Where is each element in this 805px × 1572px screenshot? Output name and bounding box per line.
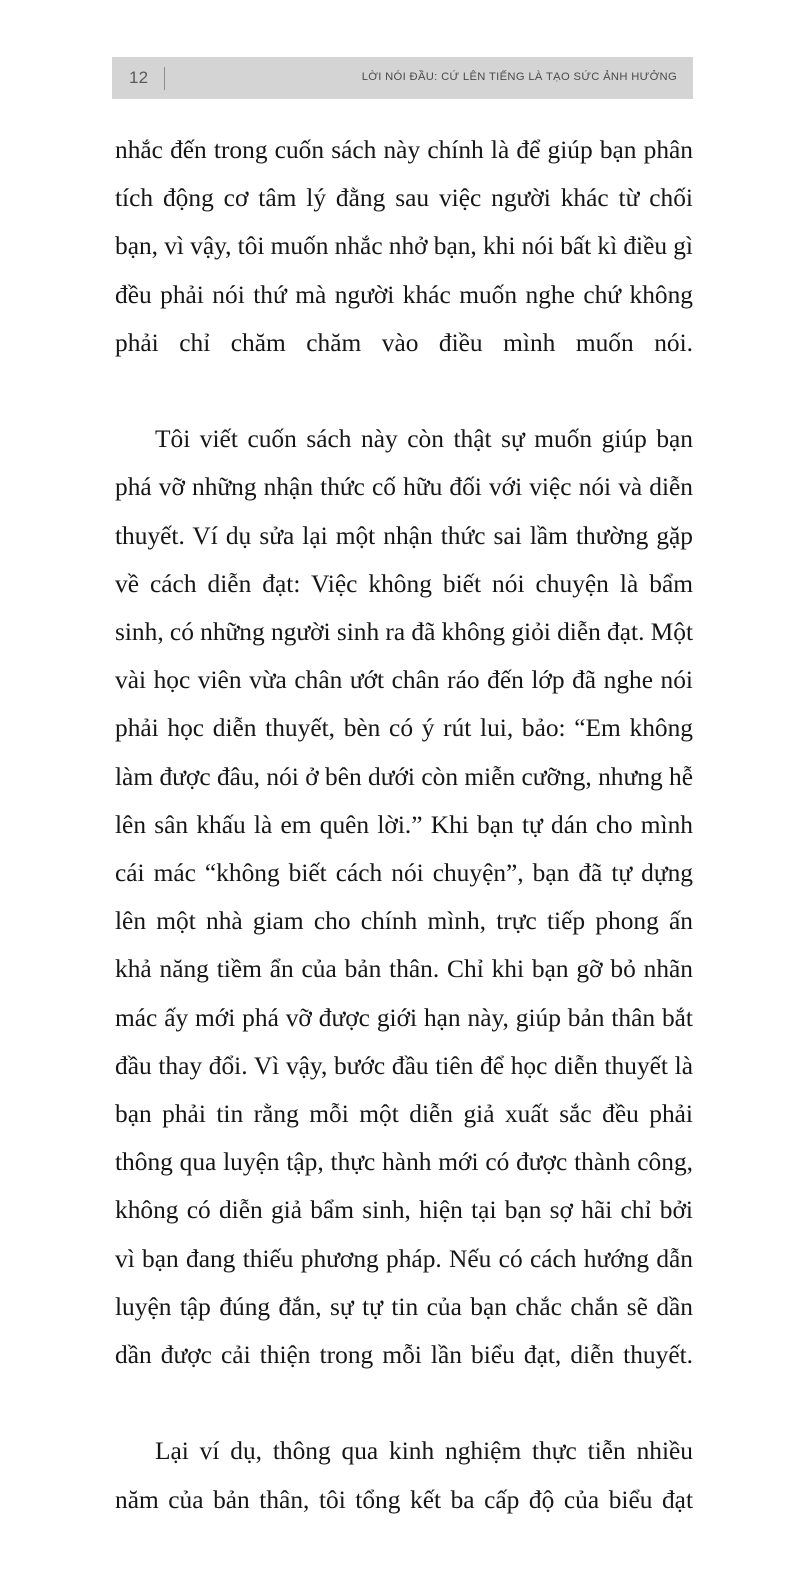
running-head (112, 57, 693, 99)
chapter-running-title: LỜI NÓI ĐẦU: CỨ LÊN TIẾNG LÀ TẠO SỨC ẢNH HƯỞNG (361, 70, 677, 83)
paragraph-2: Tôi viết cuốn sách này còn thật sự muốn giúp bạn phá vỡ những nhận thức cố hữu đối với việc nói và diễn thuyết. Ví dụ sửa lại một nhận thức sai lầm thường gặp về cách diễn đạt: Việc không biết nói chuyện là bẩm sinh, có những người sinh ra đã không giỏi diễn đạt. Một vài học viên vừa chân ướt chân ráo đến lớp đã nghe nói phải học diễn thuyết, bèn có ý rút lui, bảo: “Em không làm được đâu, nói ở bên dưới còn miễn cưỡng, nhưng hễ lên sân khấu là em quên lời.” Khi bạn tự dán cho mình cái mác “không biết cách nói chuyện”, bạn đã tự dựng lên một nhà giam cho chính mình, trực tiếp phong ấn khả năng tiềm ẩn của bản thân. Chỉ khi bạn gỡ bỏ nhãn mác ấy mới phá vỡ được giới hạn này, giúp bản thân bắt đầu thay đổi. Vì vậy, bước đầu tiên để học diễn thuyết là bạn phải tin rằng mỗi một diễn giả xuất sắc đều phải thông qua luyện tập, thực hành mới có được thành công, không có diễn giả bẩm sinh, hiện tại bạn sợ hãi chỉ bởi vì bạn đang thiếu phương pháp. Nếu có cách hướng dẫn luyện tập đúng đắn, sự tự tin của bạn chắc chắn sẽ dần dần được cải thiện trong mỗi lần biểu đạt, diễn thuyết. (115, 425, 693, 1370)
page-number: 12 (129, 68, 149, 87)
paragraph-1: nhắc đến trong cuốn sách này chính là để giúp bạn phân tích động cơ tâm lý đằng sau việc người khác từ chối bạn, vì vậy, tôi muốn nhắc nhở bạn, khi nói bất kì điều gì đều phải nói thứ mà người khác muốn nghe chứ không phải chỉ chăm chăm vào điều mình muốn nói. (115, 136, 693, 357)
body-text-column (115, 126, 693, 1572)
folio-divider-rule (164, 67, 165, 90)
paragraph-3: Lại ví dụ, thông qua kinh nghiệm thực tiễn nhiều năm của bản thân, tôi tổng kết ba cấp độ của biểu đạt (115, 1437, 693, 1514)
